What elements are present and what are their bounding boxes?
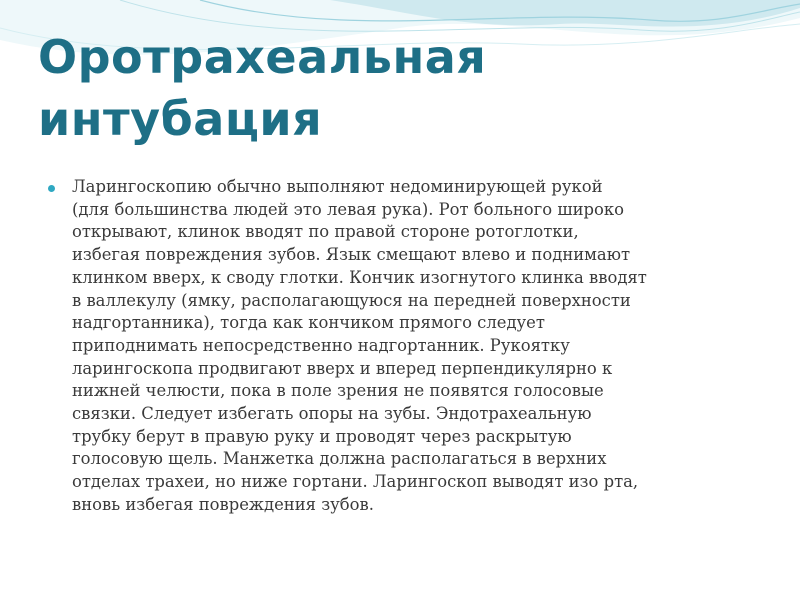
text-line: связки. Следует избегать опоры на зубы. Эндотрахеальную bbox=[72, 404, 592, 424]
title-line: Оротрахеальная bbox=[38, 30, 487, 84]
text-line: нижней челюсти, пока в поле зрения не появятся голосовые bbox=[72, 381, 604, 401]
text-line: (для большинства людей это левая рука). Рот больного широко bbox=[72, 199, 624, 219]
text-line: Ларингоскопию обычно выполняют недоминирующей рукой bbox=[72, 177, 603, 196]
text-line: вновь избегая повреждения зубов. bbox=[72, 494, 374, 514]
text-line: трубку берут в правую руку и проводят через раскрытую bbox=[72, 426, 572, 446]
bullet-dot-icon bbox=[48, 185, 55, 192]
text-line: избегая повреждения зубов. Язык смещают влево и поднимают bbox=[72, 245, 631, 265]
slide-title bbox=[38, 26, 778, 150]
text-line: голосовую щель. Манжетка должна располагаться в верхних bbox=[72, 449, 607, 469]
text-line: в валлекулу (ямку, располагающуюся на передней поверхности bbox=[72, 290, 631, 310]
bullet-text bbox=[72, 176, 772, 517]
text-line: открывают, клинок вводят по правой стороне ротоглотки, bbox=[72, 222, 579, 242]
text-line: отделах трахеи, но ниже гортани. Ларингоскоп выводят изо рта, bbox=[72, 472, 639, 492]
text-line: ларингоскопа продвигают вверх и вперед перпендикулярно к bbox=[72, 358, 613, 378]
text-line: приподнимать непосредственно надгортанник. Рукоятку bbox=[72, 335, 570, 355]
text-line: клинком вверх, к своду глотки. Кончик изогнутого клинка вводят bbox=[72, 267, 647, 287]
title-line: интубация bbox=[38, 92, 323, 146]
text-line: надгортанника), тогда как кончиком прямого следует bbox=[72, 313, 545, 333]
